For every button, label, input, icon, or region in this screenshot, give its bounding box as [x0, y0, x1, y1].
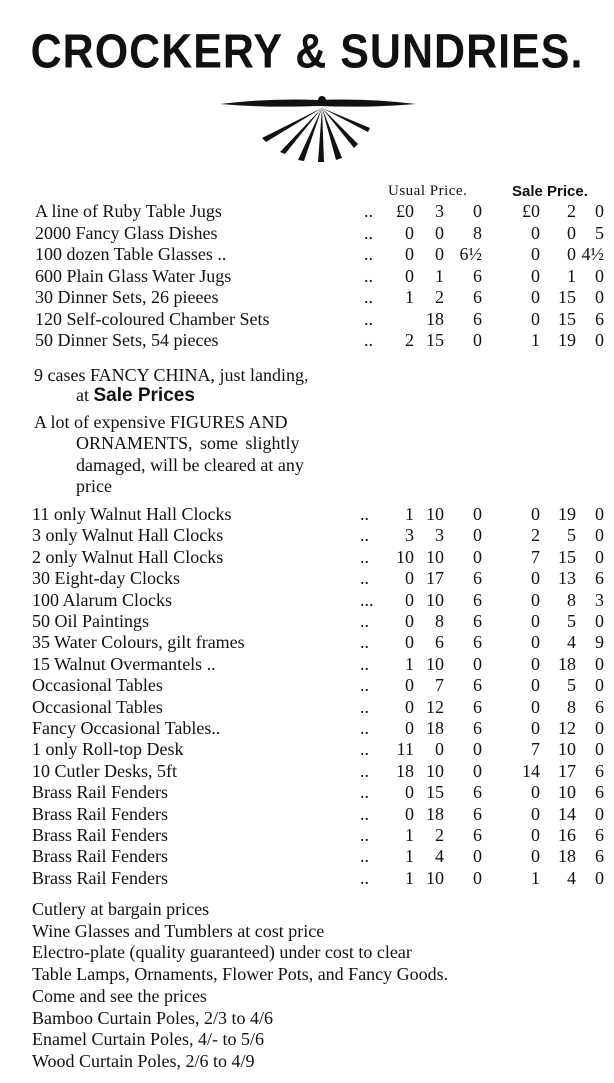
usual-pounds: 0: [405, 222, 414, 243]
price-row: [0, 781, 614, 803]
leader-dots: ..: [364, 201, 373, 221]
sale-shillings: 4: [567, 632, 576, 653]
leader-dots: ..: [360, 632, 369, 653]
usual-price-header: Usual Price.: [388, 183, 468, 199]
usual-pounds: 10: [396, 546, 414, 567]
sale-shillings: 13: [558, 568, 576, 589]
usual-pence: 0: [473, 846, 482, 867]
price-row: [0, 696, 614, 718]
sale-pounds: 0: [531, 632, 540, 653]
item-name: Occasional Tables: [32, 675, 163, 696]
usual-pounds: 0: [405, 568, 414, 589]
sale-pounds: 0: [531, 696, 540, 717]
usual-pounds: 0: [405, 675, 414, 696]
sale-pence: 0: [595, 675, 604, 696]
price-row: [0, 308, 614, 330]
footer-line: Table Lamps, Ornaments, Flower Pots, and Fancy Goods.: [32, 964, 449, 985]
usual-pence: 6: [473, 825, 482, 845]
leader-dots: ..: [360, 696, 369, 717]
sale-pounds: 0: [531, 568, 540, 589]
usual-shillings: 3: [435, 525, 444, 546]
sale-pence: 0: [595, 201, 604, 221]
leader-dots: ..: [360, 803, 369, 824]
leader-dots: ..: [360, 867, 369, 888]
usual-pounds: 1: [405, 825, 414, 845]
usual-pence: 0: [473, 546, 482, 567]
usual-pence: 6: [473, 696, 482, 717]
sale-shillings: 8: [567, 589, 576, 610]
sale-shillings: 10: [558, 782, 576, 803]
item-name: A line of Ruby Table Jugs: [35, 201, 222, 221]
usual-pounds: 0: [405, 632, 414, 653]
leader-dots: ..: [360, 825, 369, 845]
leader-dots: ..: [364, 330, 373, 350]
item-name: Brass Rail Fenders: [32, 867, 168, 888]
price-row: [0, 845, 614, 867]
leader-dots: ..: [360, 675, 369, 696]
china-note-line2: [76, 385, 195, 406]
sale-pounds: 14: [522, 760, 540, 781]
usual-shillings: 10: [426, 867, 444, 888]
usual-pence: 0: [473, 760, 482, 781]
sale-pounds: 0: [531, 611, 540, 631]
china-note-sale-prices: Sale Prices: [93, 385, 195, 406]
sale-pence: 3: [595, 589, 604, 610]
item-name: 600 Plain Glass Water Jugs: [35, 265, 232, 286]
usual-shillings: 12: [426, 696, 444, 717]
sale-pounds: 0: [531, 222, 540, 243]
sale-pounds: 0: [531, 504, 540, 524]
sale-pence: 0: [595, 653, 604, 674]
item-name: 15 Walnut Overmantels ..: [32, 653, 216, 674]
sale-shillings: 0: [567, 222, 576, 243]
sale-pence: 6: [595, 760, 604, 781]
usual-shillings: 4: [435, 846, 444, 867]
sale-shillings: 16: [558, 825, 576, 845]
sale-pounds: 0: [531, 244, 540, 264]
usual-pence: 0: [473, 504, 482, 524]
usual-shillings: 10: [426, 546, 444, 567]
price-row: [0, 824, 614, 846]
price-row: [0, 589, 614, 611]
usual-pence: 6: [473, 632, 482, 653]
leader-dots: ..: [360, 525, 369, 546]
item-name: Occasional Tables: [32, 696, 163, 717]
item-name: Brass Rail Fenders: [32, 803, 168, 824]
leader-dots: ..: [364, 244, 373, 264]
price-row: [0, 329, 614, 351]
usual-pence: 0: [473, 201, 482, 221]
usual-pounds: 1: [405, 846, 414, 867]
usual-shillings: 3: [435, 201, 444, 221]
usual-pounds: 1: [405, 653, 414, 674]
price-row: [0, 653, 614, 675]
sale-shillings: 18: [558, 846, 576, 867]
sale-pence: 6: [595, 308, 604, 329]
sale-pounds: £0: [522, 201, 540, 221]
leader-dots: ...: [360, 589, 374, 610]
sale-pence: 0: [595, 504, 604, 524]
price-row: [0, 867, 614, 889]
sale-pence: 0: [595, 330, 604, 350]
footer-line: Bamboo Curtain Poles, 2/3 to 4/6: [32, 1007, 273, 1028]
sale-pence: 6: [595, 825, 604, 845]
sale-shillings: 10: [558, 739, 576, 760]
item-name: 35 Water Colours, gilt frames: [32, 632, 245, 653]
sale-pounds: 1: [531, 867, 540, 888]
leader-dots: ..: [364, 222, 373, 243]
china-note-line1: 9 cases FANCY CHINA, just landing,: [34, 365, 309, 385]
sale-pence: 0: [595, 718, 604, 738]
usual-pounds: 3: [405, 525, 414, 546]
usual-pence: 6: [473, 611, 482, 631]
leader-dots: ..: [360, 760, 369, 781]
leader-dots: ..: [364, 308, 373, 329]
price-row: [0, 200, 614, 222]
figures-note-line4: price: [76, 476, 112, 496]
sale-pounds: 0: [531, 308, 540, 329]
usual-pence: 6: [473, 287, 482, 307]
price-row: [0, 243, 614, 265]
price-row: [0, 567, 614, 589]
usual-shillings: 0: [435, 222, 444, 243]
price-row: [0, 760, 614, 782]
leader-dots: ..: [364, 265, 373, 286]
usual-pence: 6: [473, 803, 482, 824]
footer-line: Electro-plate (quality guaranteed) under cost to clear: [32, 942, 412, 963]
footer-line: Enamel Curtain Poles, 4/- to 5/6: [32, 1029, 264, 1050]
sale-shillings: 5: [567, 525, 576, 546]
usual-shillings: 0: [435, 739, 444, 760]
usual-shillings: 17: [426, 568, 444, 589]
sale-pence: 9: [595, 632, 604, 653]
sale-pounds: 7: [531, 739, 540, 760]
usual-pence: 0: [473, 525, 482, 546]
sale-pounds: 0: [531, 718, 540, 738]
sale-pence: 6: [595, 568, 604, 589]
footer-line: Come and see the prices: [32, 985, 207, 1006]
usual-pounds: 11: [396, 739, 414, 760]
sale-pounds: 0: [531, 782, 540, 803]
usual-shillings: 15: [426, 782, 444, 803]
leader-dots: ..: [360, 504, 369, 524]
usual-pence: 0: [473, 867, 482, 888]
sale-pence: 0: [595, 739, 604, 760]
usual-shillings: 8: [435, 611, 444, 631]
china-note-prefix: at: [76, 385, 89, 405]
sale-pounds: 7: [531, 546, 540, 567]
price-row: [0, 803, 614, 825]
usual-pounds: 0: [405, 611, 414, 631]
sale-pence: 5: [595, 222, 604, 243]
sale-shillings: 15: [558, 308, 576, 329]
sale-pounds: 0: [531, 675, 540, 696]
usual-pence: 8: [473, 222, 482, 243]
sale-pence: 0: [595, 611, 604, 631]
item-name: 3 only Walnut Hall Clocks: [32, 525, 224, 546]
sale-pence: 0: [595, 265, 604, 286]
usual-shillings: 10: [426, 589, 444, 610]
sale-shillings: 4: [567, 867, 576, 888]
usual-shillings: 7: [435, 675, 444, 696]
sale-pounds: 0: [531, 589, 540, 610]
usual-shillings: 10: [426, 653, 444, 674]
item-name: 10 Cutler Desks, 5ft: [32, 760, 177, 781]
page-title: CROCKERY & SUNDRIES.: [30, 25, 584, 79]
footer-line: Wine Glasses and Tumblers at cost price: [32, 920, 325, 941]
item-name: Brass Rail Fenders: [32, 846, 168, 867]
sale-pounds: 0: [531, 653, 540, 674]
price-row: [0, 286, 614, 308]
sale-pounds: 0: [531, 265, 540, 286]
usual-shillings: 10: [426, 760, 444, 781]
sunburst-ornament-icon: [218, 92, 418, 164]
price-row: [0, 524, 614, 546]
sale-shillings: 8: [567, 696, 576, 717]
usual-pounds: 2: [405, 330, 414, 350]
usual-pounds: 1: [405, 504, 414, 524]
usual-shillings: 6: [435, 632, 444, 653]
footer-line: Cutlery at bargain prices: [32, 899, 210, 919]
item-name: Brass Rail Fenders: [32, 825, 168, 845]
price-row: [0, 222, 614, 244]
usual-pence: 6: [473, 782, 482, 803]
leader-dots: ..: [360, 718, 369, 738]
usual-pence: 6: [473, 589, 482, 610]
sale-pence: 6: [595, 782, 604, 803]
item-name: 30 Dinner Sets, 26 pieees: [35, 287, 219, 307]
usual-pounds: 0: [405, 589, 414, 610]
sale-pence: 0: [595, 525, 604, 546]
sale-pence: 6: [595, 696, 604, 717]
price-row: [0, 265, 614, 287]
footer-line: Wood Curtain Poles, 2/6 to 4/9: [32, 1050, 255, 1071]
sale-pence: 0: [595, 867, 604, 888]
usual-shillings: 0: [435, 244, 444, 264]
sale-pounds: 0: [531, 846, 540, 867]
sale-shillings: 2: [567, 201, 576, 221]
usual-pounds: £0: [396, 201, 414, 221]
leader-dots: ..: [360, 546, 369, 567]
usual-pence: 0: [473, 739, 482, 760]
leader-dots: ..: [364, 287, 373, 307]
leader-dots: ..: [360, 846, 369, 867]
item-name: 100 Alarum Clocks: [32, 589, 172, 610]
item-name: Fancy Occasional Tables..: [32, 718, 221, 738]
sale-shillings: 15: [558, 287, 576, 307]
leader-dots: ..: [360, 568, 369, 589]
usual-shillings: 2: [435, 825, 444, 845]
usual-shillings: 18: [426, 308, 444, 329]
item-name: Brass Rail Fenders: [32, 782, 168, 803]
sale-shillings: 5: [567, 611, 576, 631]
leader-dots: ..: [360, 611, 369, 631]
sale-shillings: 19: [558, 330, 576, 350]
usual-shillings: 2: [435, 287, 444, 307]
figures-note-line3: damaged, will be cleared at any: [76, 455, 304, 475]
sale-shillings: 0: [567, 244, 576, 264]
item-name: 50 Oil Paintings: [32, 611, 150, 631]
usual-pounds: 1: [405, 287, 414, 307]
item-name: 11 only Walnut Hall Clocks: [32, 504, 232, 524]
price-row: [0, 503, 614, 525]
item-name: 120 Self-coloured Chamber Sets: [35, 308, 270, 329]
price-row: [0, 738, 614, 760]
usual-shillings: 10: [426, 504, 444, 524]
figures-note-line1: A lot of expensive FIGURES AND: [34, 412, 288, 432]
item-name: 100 dozen Table Glasses ..: [35, 244, 227, 264]
sale-price-header: Sale Price.: [512, 183, 588, 200]
item-name: 1 only Roll-top Desk: [32, 739, 184, 760]
sale-pounds: 0: [531, 825, 540, 845]
sale-shillings: 12: [558, 718, 576, 738]
usual-pounds: 18: [396, 760, 414, 781]
sale-pounds: 2: [531, 525, 540, 546]
price-row: [0, 717, 614, 739]
leader-dots: ..: [360, 653, 369, 674]
usual-pence: 0: [473, 330, 482, 350]
usual-pence: 6: [473, 718, 482, 738]
usual-shillings: 18: [426, 803, 444, 824]
sale-shillings: 19: [558, 504, 576, 524]
usual-pounds: 0: [405, 265, 414, 286]
usual-pence: 0: [473, 653, 482, 674]
price-row: [0, 674, 614, 696]
sale-pence: 0: [595, 287, 604, 307]
sale-shillings: 14: [558, 803, 576, 824]
usual-pounds: 0: [405, 696, 414, 717]
sale-pounds: 1: [531, 330, 540, 350]
item-name: 2000 Fancy Glass Dishes: [35, 222, 218, 243]
usual-shillings: 15: [426, 330, 444, 350]
usual-pence: 6: [473, 568, 482, 589]
sale-shillings: 18: [558, 653, 576, 674]
item-name: 2 only Walnut Hall Clocks: [32, 546, 224, 567]
usual-pence: 6: [473, 308, 482, 329]
item-name: 50 Dinner Sets, 54 pieces: [35, 330, 219, 350]
sale-pence: 6: [595, 846, 604, 867]
price-row: [0, 631, 614, 653]
leader-dots: ..: [360, 782, 369, 803]
figures-note-line2: ORNAMENTS, some slightly: [76, 433, 300, 453]
sale-shillings: 17: [558, 760, 576, 781]
sale-pounds: 0: [531, 803, 540, 824]
price-row: [0, 610, 614, 632]
sale-pounds: 0: [531, 287, 540, 307]
usual-pounds: 1: [405, 867, 414, 888]
sale-pence: 0: [595, 803, 604, 824]
sale-pence: 0: [595, 546, 604, 567]
usual-pounds: 0: [405, 782, 414, 803]
usual-shillings: 1: [435, 265, 444, 286]
usual-pounds: 0: [405, 718, 414, 738]
sale-shillings: 15: [558, 546, 576, 567]
leader-dots: ..: [360, 739, 369, 760]
usual-pence: 6: [473, 265, 482, 286]
usual-pounds: 0: [405, 803, 414, 824]
price-row: [0, 546, 614, 568]
sale-pence: 4½: [581, 244, 604, 264]
sale-shillings: 1: [567, 265, 576, 286]
sale-shillings: 5: [567, 675, 576, 696]
usual-pounds: 0: [405, 244, 414, 264]
usual-pence: 6½: [459, 244, 482, 264]
usual-shillings: 18: [426, 718, 444, 738]
item-name: 30 Eight-day Clocks: [32, 568, 180, 589]
usual-pence: 6: [473, 675, 482, 696]
